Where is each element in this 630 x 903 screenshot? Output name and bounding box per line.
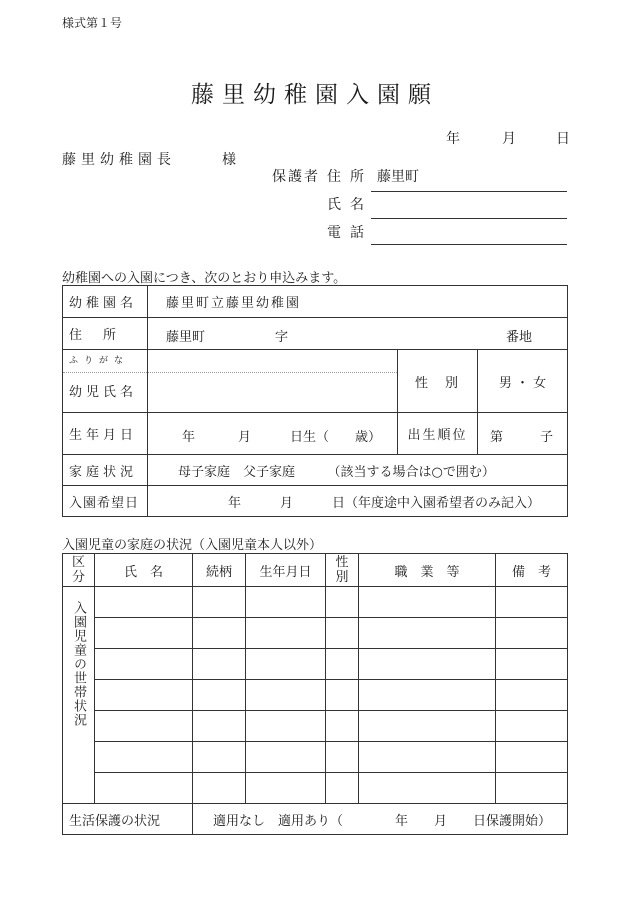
household-side-label-cell [63, 587, 95, 804]
family-cell[interactable] [193, 587, 246, 618]
family-cell[interactable] [496, 649, 568, 680]
document-title: 藤里幼稚園入園願 [191, 82, 439, 108]
child-name-label: 幼児氏名 [69, 385, 138, 400]
header-kubun: 区分 [63, 554, 95, 587]
guardian-address-value: 藤里町 [377, 169, 419, 185]
family-cell[interactable] [246, 587, 326, 618]
family-cell[interactable] [193, 711, 246, 742]
family-cell[interactable] [193, 680, 246, 711]
family-cell[interactable] [326, 587, 359, 618]
family-cell[interactable] [496, 587, 568, 618]
date-month-label: 月 [502, 131, 516, 147]
family-cell[interactable] [246, 742, 326, 773]
guardian-label: 保護者 [272, 169, 320, 185]
intro-text: 幼稚園への入園につき、次のとおり申込みます。 [62, 271, 347, 286]
family-status-options[interactable]: 母子家庭 父子家庭 （該当する場合は○で囲む） [148, 455, 568, 486]
family-status-label: 家庭状況 [63, 455, 148, 486]
family-cell[interactable] [95, 773, 193, 804]
family-cell[interactable] [246, 618, 326, 649]
child-name-field[interactable] [148, 350, 398, 413]
header-occupation: 職 業 等 [359, 554, 496, 587]
welfare-field[interactable]: 適用なし 適用あり（ 年 月 日保護開始） [193, 804, 568, 835]
family-cell[interactable] [359, 649, 496, 680]
guardian-address-line[interactable] [371, 191, 567, 192]
family-cell[interactable] [326, 711, 359, 742]
header-birthdate: 生年月日 [246, 554, 326, 587]
family-cell[interactable] [95, 742, 193, 773]
birth-order-field[interactable] [478, 413, 568, 455]
child-address-label: 住 所 [63, 318, 148, 350]
form-number: 様式第１号 [62, 16, 123, 30]
addressee: 藤里幼稚園長 [62, 152, 176, 168]
family-cell[interactable] [95, 587, 193, 618]
family-cell[interactable] [246, 711, 326, 742]
kindergarten-label: 幼稚園名 [63, 286, 148, 318]
family-cell[interactable] [496, 680, 568, 711]
family-cell[interactable] [326, 742, 359, 773]
welfare-label: 生活保護の状況 [63, 804, 193, 835]
family-cell[interactable] [359, 742, 496, 773]
family-cell[interactable] [359, 773, 496, 804]
guardian-phone-label: 電話 [327, 225, 373, 241]
birthdate-label: 生年月日 [63, 413, 148, 455]
family-cell[interactable] [359, 711, 496, 742]
birth-year: 年 [182, 430, 196, 445]
family-cell[interactable] [193, 773, 246, 804]
guardian-name-label: 氏名 [327, 197, 373, 213]
household-side-label: 入園児童の世帯状況 [71, 601, 86, 727]
family-cell[interactable] [496, 742, 568, 773]
family-section-title: 入園児童の家庭の状況（入園児童本人以外） [62, 538, 323, 553]
child-address-field[interactable] [148, 318, 568, 350]
header-remarks: 備 考 [496, 554, 568, 587]
family-cell[interactable] [326, 680, 359, 711]
birth-month: 月 [238, 430, 252, 445]
family-cell[interactable] [326, 773, 359, 804]
family-cell[interactable] [95, 711, 193, 742]
family-cell[interactable] [193, 742, 246, 773]
date-day-label: 日 [556, 131, 570, 147]
family-cell[interactable] [193, 649, 246, 680]
family-cell[interactable] [193, 618, 246, 649]
address-banchi: 番地 [506, 330, 533, 345]
family-cell[interactable] [326, 618, 359, 649]
addressee-suffix: 様 [222, 152, 236, 168]
sex-options[interactable]: 男 ・ 女 [478, 350, 568, 413]
family-table [62, 553, 568, 835]
address-aza: 字 [275, 330, 289, 345]
family-cell[interactable] [496, 618, 568, 649]
furigana-label: ふりがな [63, 350, 147, 373]
wish-date-field[interactable]: 年 月 日（年度途中入園希望者のみ記入） [148, 486, 568, 517]
family-cell[interactable] [95, 618, 193, 649]
birth-day-age: 日生（ 歳） [290, 430, 382, 445]
birth-order-ko: 子 [540, 430, 554, 445]
address-town: 藤里町 [166, 330, 206, 345]
family-cell[interactable] [496, 773, 568, 804]
birthdate-field[interactable] [148, 413, 398, 455]
guardian-phone-line[interactable] [371, 244, 567, 245]
family-cell[interactable] [95, 680, 193, 711]
family-cell[interactable] [326, 649, 359, 680]
guardian-name-line[interactable] [371, 218, 567, 219]
birth-order-label: 出生順位 [398, 413, 478, 455]
header-name: 氏 名 [95, 554, 193, 587]
family-cell[interactable] [359, 680, 496, 711]
family-cell[interactable] [246, 773, 326, 804]
kindergarten-value: 藤里町立藤里幼稚園 [148, 286, 568, 318]
family-cell[interactable] [496, 711, 568, 742]
family-cell[interactable] [95, 649, 193, 680]
application-table [62, 285, 568, 517]
family-cell[interactable] [359, 587, 496, 618]
header-sex: 性別 [326, 554, 359, 587]
header-relation: 続柄 [193, 554, 246, 587]
family-cell[interactable] [359, 618, 496, 649]
family-cell[interactable] [246, 680, 326, 711]
sex-label: 性 別 [398, 350, 478, 413]
family-cell[interactable] [246, 649, 326, 680]
date-year-label: 年 [446, 131, 460, 147]
wish-date-label: 入園希望日 [63, 486, 148, 517]
birth-order-dai: 第 [490, 430, 504, 445]
guardian-address-label: 住所 [327, 169, 373, 185]
